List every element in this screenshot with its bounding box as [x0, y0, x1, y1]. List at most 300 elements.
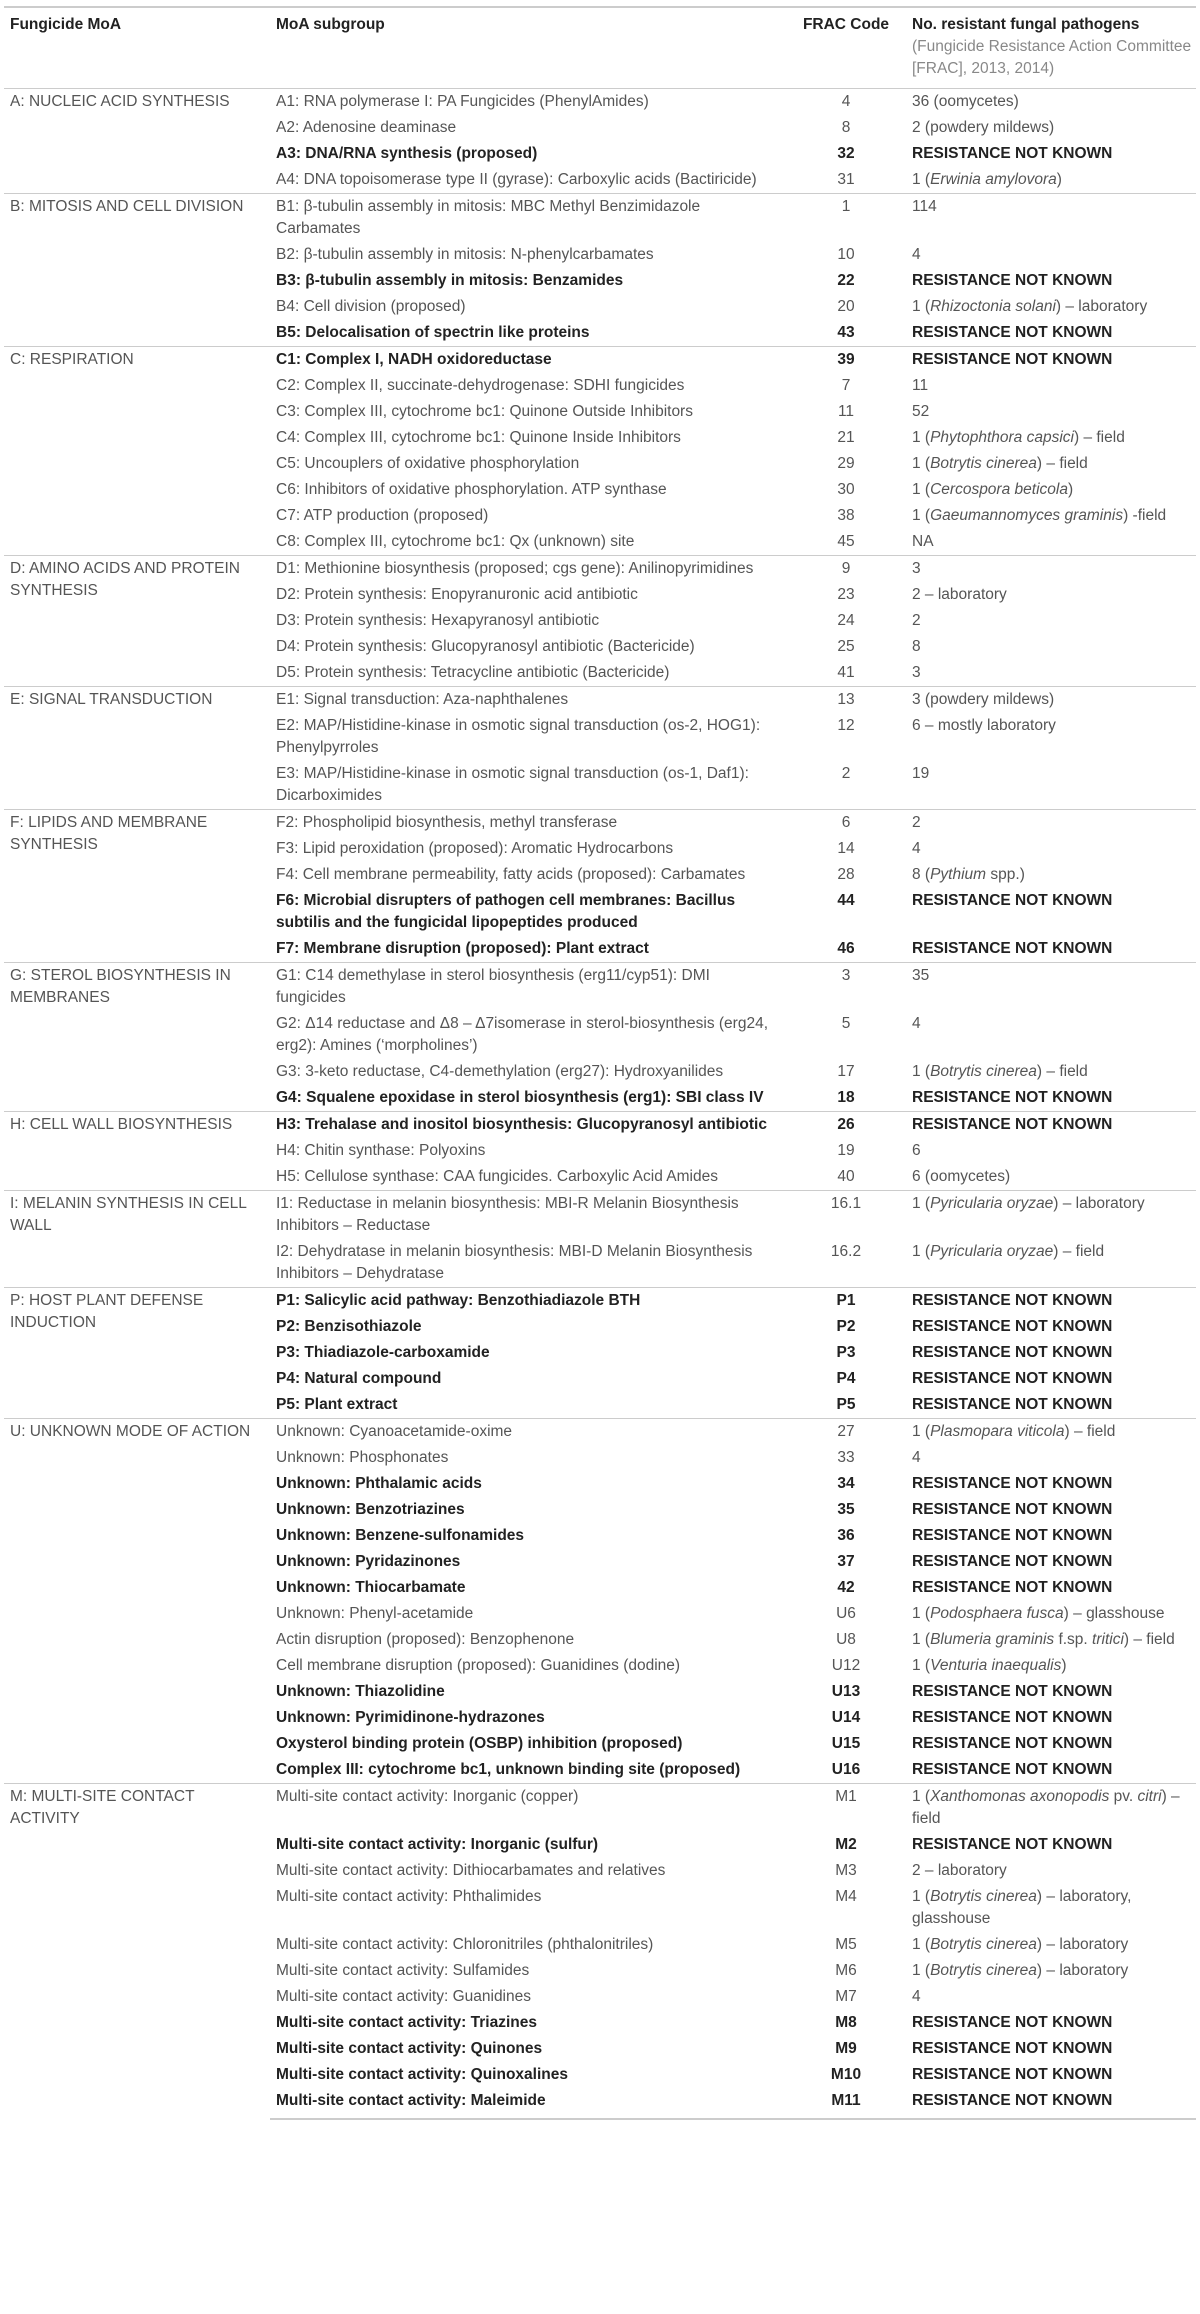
moa-subgroup: Oxysterol binding protein (OSBP) inhibition (proposed) — [276, 1735, 683, 1752]
frac-code: 16.1 — [784, 1191, 906, 1240]
moa-subgroup: P1: Salicylic acid pathway: Benzothiadiazole BTH — [270, 1288, 784, 1315]
frac-code: M6 — [835, 1962, 857, 1979]
moa-group-name: E: SIGNAL TRANSDUCTION — [4, 687, 270, 810]
resistance-text: RESISTANCE NOT KNOWN — [912, 272, 1113, 289]
table-row — [4, 194, 1196, 243]
frac-code: 41 — [837, 664, 855, 681]
frac-code: 5 — [841, 1015, 851, 1032]
resistant-pathogens — [906, 503, 1196, 529]
table-row — [4, 89, 1196, 116]
moa-subgroup: C5: Uncouplers of oxidative phosphorylation — [276, 455, 580, 472]
resistant-pathogens — [906, 1011, 1196, 1059]
resistant-pathogens — [906, 1549, 1196, 1575]
resistant-pathogens — [906, 294, 1196, 320]
resistance-text: 1 ( — [912, 1243, 931, 1260]
resistance-text: RESISTANCE NOT KNOWN — [912, 1553, 1113, 1570]
resistant-pathogens — [906, 529, 1196, 556]
resistance-text: RESISTANCE NOT KNOWN — [912, 2066, 1113, 2083]
frac-code: 21 — [837, 429, 855, 446]
resistance-text: RESISTANCE NOT KNOWN — [912, 1761, 1113, 1778]
resistance-text: RESISTANCE NOT KNOWN — [912, 892, 1113, 909]
frac-code: 25 — [837, 638, 855, 655]
resistant-pathogens — [906, 1085, 1196, 1112]
moa-subgroup: Multi-site contact activity: Triazines — [276, 2014, 537, 2031]
moa-subgroup: E3: MAP/Histidine-kinase in osmotic signal transduction (os-1, Daf1): Dicarboximides — [276, 765, 749, 804]
resistance-text: ) – field — [1123, 1631, 1175, 1648]
moa-subgroup: Unknown: Pyrimidinone-hydrazones — [276, 1709, 545, 1726]
moa-subgroup: Unknown: Benzotriazines — [276, 1501, 465, 1518]
resistant-pathogens — [906, 936, 1196, 963]
frac-code: U15 — [831, 1735, 861, 1752]
resistant-pathogens — [906, 1288, 1196, 1315]
resistant-pathogens — [906, 687, 1196, 714]
moa-subgroup: Unknown: Cyanoacetamide-oxime — [270, 1419, 784, 1446]
frac-code: 23 — [837, 586, 855, 603]
resistance-text: 114 — [912, 198, 937, 215]
moa-subgroup: H5: Cellulose synthase: CAA fungicides. Carboxylic Acid Amides — [276, 1168, 718, 1185]
frac-code: 35 — [837, 1501, 855, 1518]
moa-group-name: F: LIPIDS AND MEMBRANE SYNTHESIS — [4, 810, 270, 963]
header-moa: Fungicide MoA — [4, 7, 270, 89]
resistance-text: ) – laboratory — [1055, 298, 1148, 315]
resistant-pathogens — [906, 713, 1196, 761]
resistance-text: RESISTANCE NOT KNOWN — [912, 940, 1113, 957]
frac-code: M4 — [835, 1888, 857, 1905]
moa-group-name: C: RESPIRATION — [4, 347, 270, 556]
moa-subgroup: Unknown: Thiocarbamate — [276, 1579, 466, 1596]
resistance-text: 3 — [912, 664, 921, 681]
resistance-text: RESISTANCE NOT KNOWN — [912, 324, 1113, 341]
frac-code: 19 — [837, 1142, 855, 1159]
resistance-text: RESISTANCE NOT KNOWN — [912, 1089, 1113, 1106]
header-resistant-title: No. resistant fungal pathogens — [912, 16, 1140, 33]
resistance-text: spp.) — [986, 866, 1025, 883]
pathogen-species-name: Pyricularia oryzae — [930, 1195, 1054, 1212]
resistant-pathogens — [906, 167, 1196, 194]
table-row — [4, 1288, 1196, 1315]
resistance-text: 4 — [912, 1015, 921, 1032]
moa-subgroup: C1: Complex I, NADH oxidoreductase — [270, 347, 784, 374]
frac-code: 8 — [841, 119, 851, 136]
resistance-text: 1 ( — [912, 507, 931, 524]
table-row — [4, 1112, 1196, 1139]
frac-code: 26 — [784, 1112, 906, 1139]
resistant-pathogens — [906, 556, 1196, 583]
resistance-text: 1 ( — [912, 429, 931, 446]
moa-group-name: D: AMINO ACIDS AND PROTEIN SYNTHESIS — [4, 556, 270, 687]
header-frac-code: FRAC Code — [784, 7, 906, 89]
resistant-pathogens — [906, 1340, 1196, 1366]
frac-code: 29 — [837, 455, 855, 472]
frac-code: 39 — [784, 347, 906, 374]
moa-subgroup: Multi-site contact activity: Quinones — [276, 2040, 543, 2057]
resistance-text: RESISTANCE NOT KNOWN — [912, 1527, 1113, 1544]
resistant-pathogens — [906, 836, 1196, 862]
moa-subgroup: P3: Thiadiazole-carboxamide — [276, 1344, 490, 1361]
resistance-text: 8 ( — [912, 866, 931, 883]
resistance-text: 2 — [912, 612, 921, 629]
moa-subgroup: Unknown: Phosphonates — [276, 1449, 449, 1466]
resistance-text: RESISTANCE NOT KNOWN — [912, 1579, 1113, 1596]
frac-code: P2 — [836, 1318, 856, 1335]
resistant-pathogens — [906, 888, 1196, 936]
resistance-text: 1 ( — [912, 1423, 931, 1440]
resistance-text: ) – laboratory — [1053, 1195, 1145, 1212]
moa-subgroup: B2: β-tubulin assembly in mitosis: N-phenylcarbamates — [276, 246, 654, 263]
resistant-pathogens — [906, 963, 1196, 1012]
frac-code: 46 — [837, 940, 855, 957]
resistant-pathogens — [906, 115, 1196, 141]
moa-subgroup: C4: Complex III, cytochrome bc1: Quinone Inside Inhibitors — [276, 429, 681, 446]
frac-code: 20 — [837, 298, 855, 315]
moa-subgroup: Multi-site contact activity: Inorganic (sulfur) — [276, 1836, 599, 1853]
frac-code: 42 — [837, 1579, 855, 1596]
resistant-pathogens — [906, 634, 1196, 660]
resistant-pathogens — [906, 2088, 1196, 2119]
resistant-pathogens — [906, 1392, 1196, 1419]
frac-code: 11 — [837, 403, 855, 420]
resistance-text: NA — [912, 533, 934, 550]
table-row — [4, 963, 1196, 1012]
resistance-text: RESISTANCE NOT KNOWN — [912, 351, 1113, 368]
moa-subgroup: A3: DNA/RNA synthesis (proposed) — [276, 145, 538, 162]
resistant-pathogens — [906, 373, 1196, 399]
resistant-pathogens — [906, 1884, 1196, 1932]
frac-code: 16.2 — [830, 1243, 862, 1260]
resistance-text: ) – field — [1053, 1243, 1105, 1260]
resistance-text: ) – glasshouse — [1063, 1605, 1165, 1622]
moa-subgroup: E1: Signal transduction: Aza-naphthalenes — [270, 687, 784, 714]
resistance-text: 2 — [912, 814, 921, 831]
moa-subgroup: G3: 3-keto reductase, C4-demethylation (erg27): Hydroxyanilides — [276, 1063, 724, 1080]
resistance-text: 11 — [912, 377, 929, 394]
resistant-pathogens — [906, 2036, 1196, 2062]
moa-subgroup: A4: DNA topoisomerase type II (gyrase): Carboxylic acids (Bactiricide) — [276, 171, 757, 188]
resistant-pathogens — [906, 1832, 1196, 1858]
resistant-pathogens — [906, 1523, 1196, 1549]
resistant-pathogens — [906, 1239, 1196, 1288]
frac-code: 2 — [841, 765, 851, 782]
header-subgroup: MoA subgroup — [270, 7, 784, 89]
frac-code: U8 — [836, 1631, 856, 1648]
frac-code: P1 — [784, 1288, 906, 1315]
resistance-text: 3 (powdery mildews) — [912, 691, 1055, 708]
resistance-text: RESISTANCE NOT KNOWN — [912, 1318, 1113, 1335]
moa-subgroup: Multi-site contact activity: Sulfamides — [276, 1962, 530, 1979]
resistant-pathogens — [906, 451, 1196, 477]
resistance-text: 52 — [912, 403, 930, 420]
resistance-text: ) — [1056, 171, 1062, 188]
frac-code: 9 — [784, 556, 906, 583]
resistance-text: RESISTANCE NOT KNOWN — [912, 1709, 1113, 1726]
moa-subgroup: Complex III: cytochrome bc1, unknown binding site (proposed) — [276, 1761, 741, 1778]
moa-subgroup: P2: Benzisothiazole — [276, 1318, 422, 1335]
resistance-text: RESISTANCE NOT KNOWN — [912, 1116, 1113, 1133]
resistance-text: ) – laboratory, glasshouse — [912, 1888, 1132, 1927]
resistance-text: RESISTANCE NOT KNOWN — [912, 2014, 1113, 2031]
resistance-text: 19 — [912, 765, 930, 782]
resistance-text: 36 (oomycetes) — [912, 93, 1019, 110]
resistance-text: 3 — [912, 560, 921, 577]
frac-code: U12 — [831, 1657, 861, 1674]
resistance-text: RESISTANCE NOT KNOWN — [912, 1735, 1113, 1752]
moa-subgroup: C6: Inhibitors of oxidative phosphorylation. ATP synthase — [276, 481, 667, 498]
resistance-text: f.sp. — [1054, 1631, 1093, 1648]
resistance-text: 1 ( — [912, 1788, 931, 1805]
moa-group-name: G: STEROL BIOSYNTHESIS IN MEMBRANES — [4, 963, 270, 1112]
resistant-pathogens — [906, 194, 1196, 243]
resistance-text: 1 ( — [912, 1936, 931, 1953]
pathogen-species-name: Venturia inaequalis — [930, 1657, 1062, 1674]
frac-code: 12 — [837, 717, 855, 734]
frac-code: M11 — [784, 2088, 906, 2119]
resistant-pathogens — [906, 425, 1196, 451]
frac-code: 38 — [837, 507, 855, 524]
pathogen-species-name: Botrytis cinerea — [930, 1063, 1037, 1080]
header-source-note: (Fungicide Resistance Action Committee [FRAC], 2013, 2014) — [912, 38, 1192, 77]
resistant-pathogens — [906, 320, 1196, 347]
resistance-text: ) – field — [912, 1788, 1180, 1827]
resistant-pathogens — [906, 1059, 1196, 1085]
pathogen-species-name: Rhizoctonia solani — [930, 298, 1056, 315]
moa-subgroup: A2: Adenosine deaminase — [276, 119, 457, 136]
resistant-pathogens — [906, 1784, 1196, 1833]
resistant-pathogens — [906, 1164, 1196, 1191]
frac-code: U13 — [831, 1683, 861, 1700]
frac-code: 14 — [837, 840, 855, 857]
resistant-pathogens — [906, 347, 1196, 374]
frac-code: 31 — [837, 171, 855, 188]
frac-code: U6 — [836, 1605, 856, 1622]
moa-subgroup: D4: Protein synthesis: Glucopyranosyl antibiotic (Bactericide) — [276, 638, 695, 655]
resistant-pathogens — [906, 1932, 1196, 1958]
resistance-text: ) -field — [1123, 507, 1167, 524]
frac-code: P5 — [836, 1396, 856, 1413]
frac-code: P4 — [836, 1370, 856, 1387]
pathogen-species-name: Botrytis cinerea — [930, 1962, 1037, 1979]
moa-subgroup: D5: Protein synthesis: Tetracycline antibiotic (Bactericide) — [276, 664, 670, 681]
frac-code: 37 — [837, 1553, 855, 1570]
table-row — [4, 810, 1196, 837]
frac-code: 34 — [837, 1475, 855, 1492]
table-row — [4, 347, 1196, 374]
moa-subgroup: F4: Cell membrane permeability, fatty acids (proposed): Carbamates — [276, 866, 746, 883]
resistant-pathogens — [906, 477, 1196, 503]
frac-code: 13 — [784, 687, 906, 714]
resistant-pathogens — [906, 242, 1196, 268]
moa-subgroup: P5: Plant extract — [276, 1396, 398, 1413]
resistant-pathogens — [906, 2062, 1196, 2088]
resistance-text: RESISTANCE NOT KNOWN — [912, 1836, 1113, 1853]
moa-subgroup: Unknown: Phthalamic acids — [276, 1475, 482, 1492]
resistance-text: 1 ( — [912, 1063, 931, 1080]
frac-code: M8 — [835, 2014, 857, 2031]
resistance-text: ) – laboratory — [1036, 1962, 1129, 1979]
pathogen-species-name: Cercospora beticola — [930, 481, 1068, 498]
resistance-text: RESISTANCE NOT KNOWN — [912, 1475, 1113, 1492]
resistance-text: 1 ( — [912, 171, 931, 188]
moa-group-name: P: HOST PLANT DEFENSE INDUCTION — [4, 1288, 270, 1419]
moa-subgroup: H3: Trehalase and inositol biosynthesis: Glucopyranosyl antibiotic — [270, 1112, 784, 1139]
table-row — [4, 1419, 1196, 1446]
header-resistant-pathogens — [906, 7, 1196, 89]
moa-subgroup: F2: Phospholipid biosynthesis, methyl transferase — [270, 810, 784, 837]
frac-code: U14 — [831, 1709, 861, 1726]
resistance-text: 2 – laboratory — [912, 586, 1007, 603]
moa-subgroup: Multi-site contact activity: Chloronitriles (phthalonitriles) — [276, 1936, 654, 1953]
moa-group-name: I: MELANIN SYNTHESIS IN CELL WALL — [4, 1191, 270, 1288]
moa-subgroup: C7: ATP production (proposed) — [276, 507, 489, 524]
pathogen-species-name: Xanthomonas axonopodis — [930, 1788, 1110, 1805]
resistance-text: 1 ( — [912, 1962, 931, 1979]
frac-code: 3 — [784, 963, 906, 1012]
moa-subgroup: F3: Lipid peroxidation (proposed): Aromatic Hydrocarbons — [276, 840, 674, 857]
frac-code: M2 — [835, 1836, 857, 1853]
resistance-text: 4 — [912, 1449, 921, 1466]
resistant-pathogens — [906, 1731, 1196, 1757]
pathogen-species-name: Plasmopara viticola — [930, 1423, 1065, 1440]
moa-subgroup: Multi-site contact activity: Phthalimides — [276, 1888, 542, 1905]
frac-code: 17 — [837, 1063, 855, 1080]
pathogen-species-name: Pythium — [930, 866, 987, 883]
resistant-pathogens — [906, 1679, 1196, 1705]
resistance-text: RESISTANCE NOT KNOWN — [912, 1683, 1113, 1700]
moa-subgroup: C2: Complex II, succinate-dehydrogenase: SDHI fungicides — [276, 377, 685, 394]
resistant-pathogens — [906, 1653, 1196, 1679]
resistance-text: RESISTANCE NOT KNOWN — [912, 1344, 1113, 1361]
pathogen-species-name: Botrytis cinerea — [930, 1888, 1037, 1905]
frac-code: M9 — [835, 2040, 857, 2057]
resistant-pathogens — [906, 1858, 1196, 1884]
resistance-text: ) – field — [1036, 455, 1088, 472]
resistant-pathogens — [906, 268, 1196, 294]
moa-subgroup: B3: β-tubulin assembly in mitosis: Benzamides — [276, 272, 624, 289]
resistance-text: ) — [1067, 481, 1074, 498]
resistance-text: 4 — [912, 840, 921, 857]
resistance-text: 1 ( — [912, 1631, 931, 1648]
resistance-text: RESISTANCE NOT KNOWN — [912, 1501, 1113, 1518]
resistance-text: 1 ( — [912, 1657, 931, 1674]
moa-subgroup: Multi-site contact activity: Quinoxalines — [276, 2066, 568, 2083]
moa-subgroup: Multi-site contact activity: Inorganic (copper) — [270, 1784, 784, 1833]
frac-code: M10 — [830, 2066, 862, 2083]
moa-group-name: A: NUCLEIC ACID SYNTHESIS — [10, 93, 230, 110]
resistant-pathogens — [906, 761, 1196, 810]
resistance-text: 1 ( — [912, 1195, 931, 1212]
resistance-text: 6 — [912, 1142, 921, 1159]
frac-code: 4 — [841, 93, 851, 110]
resistance-text: 2 (powdery mildews) — [912, 119, 1055, 136]
frac-code: 1 — [784, 194, 906, 243]
frac-code: M1 — [784, 1784, 906, 1833]
resistance-text: ) – field — [1073, 429, 1125, 446]
header-row — [4, 7, 1196, 89]
resistance-text: RESISTANCE NOT KNOWN — [912, 1370, 1113, 1387]
frac-code: 33 — [837, 1449, 855, 1466]
resistant-pathogens — [906, 1445, 1196, 1471]
moa-subgroup: G2: Δ14 reductase and Δ8 – Δ7isomerase in sterol-biosynthesis (erg24, erg2): Amines (‘morpholines’) — [276, 1015, 769, 1054]
resistant-pathogens — [906, 862, 1196, 888]
resistance-text: 1 ( — [912, 298, 931, 315]
moa-subgroup: F6: Microbial disrupters of pathogen cell membranes: Bacillus subtilis and the fungicidal lipopeptides produced — [276, 892, 736, 931]
table-row — [4, 1191, 1196, 1240]
resistant-pathogens — [906, 1984, 1196, 2010]
moa-subgroup: B1: β-tubulin assembly in mitosis: MBC Methyl Benzimidazole Carbamates — [270, 194, 784, 243]
frac-code: 10 — [837, 246, 855, 263]
moa-subgroup: H4: Chitin synthase: Polyoxins — [276, 1142, 486, 1159]
resistant-pathogens — [906, 1112, 1196, 1139]
resistant-pathogens — [906, 141, 1196, 167]
table-row — [4, 556, 1196, 583]
pathogen-species-name: Botrytis cinerea — [930, 455, 1037, 472]
frac-code: 30 — [837, 481, 855, 498]
moa-subgroup: F7: Membrane disruption (proposed): Plant extract — [276, 940, 649, 957]
resistance-text: 35 — [912, 967, 930, 984]
moa-subgroup: B4: Cell division (proposed) — [276, 298, 466, 315]
resistant-pathogens — [906, 1497, 1196, 1523]
pathogen-species-name: Blumeria graminis — [930, 1631, 1055, 1648]
resistant-pathogens — [906, 1601, 1196, 1627]
resistance-text: ) – laboratory — [1036, 1936, 1129, 1953]
moa-subgroup: Multi-site contact activity: Dithiocarbamates and relatives — [276, 1862, 666, 1879]
frac-code: M3 — [835, 1862, 857, 1879]
resistant-pathogens — [906, 1757, 1196, 1784]
table-row — [4, 1784, 1196, 1833]
table-row — [4, 687, 1196, 714]
moa-group-name: M: MULTI-SITE CONTACT ACTIVITY — [4, 1784, 270, 2120]
resistance-text: 1 ( — [912, 1888, 931, 1905]
pathogen-species-name: Gaeumannomyces graminis — [930, 507, 1124, 524]
resistance-text: 4 — [912, 246, 921, 263]
pathogen-species-name: Pyricularia oryzae — [930, 1243, 1054, 1260]
frac-code: 6 — [784, 810, 906, 837]
moa-subgroup: Unknown: Phenyl-acetamide — [276, 1605, 474, 1622]
resistance-text: ) – field — [1036, 1063, 1088, 1080]
resistance-text: pv. — [1109, 1788, 1138, 1805]
moa-subgroup: P4: Natural compound — [276, 1370, 442, 1387]
frac-code: M5 — [835, 1936, 857, 1953]
resistant-pathogens — [906, 1419, 1196, 1446]
frac-code: 32 — [837, 145, 855, 162]
resistant-pathogens — [906, 608, 1196, 634]
resistance-text: 6 – mostly laboratory — [912, 717, 1056, 734]
moa-subgroup: Unknown: Pyridazinones — [276, 1553, 461, 1570]
resistance-text: RESISTANCE NOT KNOWN — [912, 1292, 1113, 1309]
pathogen-species-name: Podosphaera fusca — [930, 1605, 1064, 1622]
resistance-text: 1 ( — [912, 455, 931, 472]
pathogen-species-name: Botrytis cinerea — [930, 1936, 1037, 1953]
moa-subgroup: C3: Complex III, cytochrome bc1: Quinone Outside Inhibitors — [276, 403, 693, 420]
pathogen-species-name: Erwinia amylovora — [930, 171, 1057, 188]
resistance-text: RESISTANCE NOT KNOWN — [912, 2092, 1113, 2109]
frac-table — [4, 6, 1196, 2120]
resistant-pathogens — [906, 1705, 1196, 1731]
resistance-text: RESISTANCE NOT KNOWN — [912, 1396, 1113, 1413]
frac-code: 24 — [837, 612, 855, 629]
frac-code: 7 — [841, 377, 851, 394]
moa-subgroup: C8: Complex III, cytochrome bc1: Qx (unknown) site — [276, 533, 635, 550]
moa-group-name: U: UNKNOWN MODE OF ACTION — [4, 1419, 270, 1784]
frac-code: 45 — [837, 533, 855, 550]
resistance-text: RESISTANCE NOT KNOWN — [912, 2040, 1113, 2057]
frac-code: 40 — [837, 1168, 855, 1185]
resistance-text: 4 — [912, 1988, 921, 2005]
resistant-pathogens — [906, 1958, 1196, 1984]
resistant-pathogens — [906, 89, 1196, 116]
moa-subgroup: A1: RNA polymerase I: PA Fungicides (PhenylAmides) — [276, 93, 649, 110]
moa-subgroup: G1: C14 demethylase in sterol biosynthesis (erg11/cyp51): DMI fungicides — [270, 963, 784, 1012]
moa-subgroup: Multi-site contact activity: Maleimide — [270, 2088, 784, 2119]
